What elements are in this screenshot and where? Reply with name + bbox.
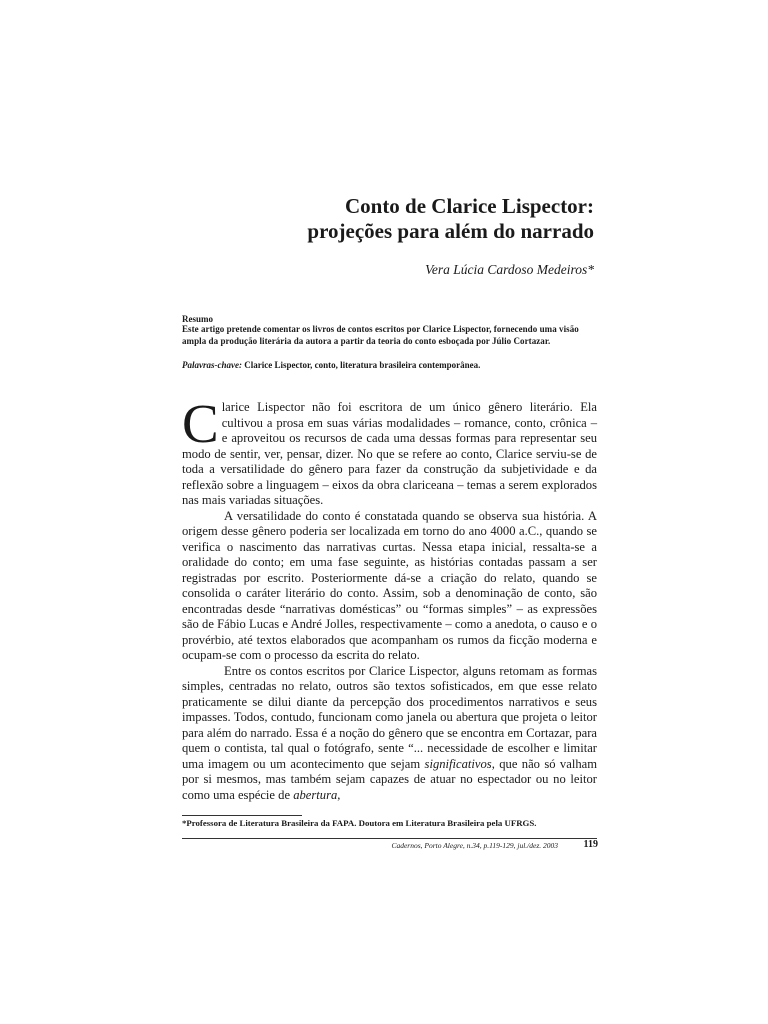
keywords-label: Palavras-chave: [182, 360, 242, 370]
paragraph-3-text-c: , [337, 787, 341, 802]
paragraph-3-text-b: , que não só valham por si mesmos, mas também sejam capazes de atuar no espectador ou no leitor como uma espécie de [182, 756, 597, 802]
footer-rule [182, 838, 597, 839]
drop-cap: C [182, 393, 219, 454]
article-title-line1: Conto de Clarice Lispector: [344, 194, 594, 218]
footnote-rule [182, 815, 302, 816]
paragraph-2: A versatilidade do conto é constatada quando se observa sua história. A origem desse gênero poderia ser localizada em torno do ano 4000 a.C., quando se verifica o nascimento das narrativas curtas. Nessa etapa inicial, ressalta-se a oralidade do conto; em uma fase seguinte, as histórias contadas passam a ser registradas por escrito. Posteriormente dá-se a criação do relato, quando se consolida o caráter literário do conto. Assim, sob a denominação de conto, são encontradas desde “narrativas domésticas” ou “formas simples” – as expressões são de Fábio Lucas e André Jolles, respectivamente – como a anedota, o causo e o provérbio, até textos elaborados que acompanham os rumos da ficção moderna e ocupam-se com o processo da escrita do relato. [182, 508, 597, 662]
keywords [182, 360, 596, 371]
abstract-heading: Resumo [182, 314, 213, 324]
paragraph-3-text-a: Entre os contos escritos por Clarice Lispector, alguns retomam as formas simples, centradas no relato, outros são textos sofisticados, em que esse relato praticamente se dilui diante da percepção dos procedimentos narrativos e seus impasses. Todos, contudo, funcionam como janela ou abertura que projeta o leitor para além do narrado. Essa é a noção do gênero que se encontra em Cortazar, para quem o contista, tal qual o fotógrafo, sente “... necessidade de escolher e limitar uma imagem ou um acontecimento que sejam [182, 663, 597, 771]
article-author: Vera Lúcia Cardoso Medeiros* [425, 262, 594, 277]
paragraph-1-text: larice Lispector não foi escritora de um único gênero literário. Ela cultivou a prosa em suas várias modalidades – romance, conto, crônica – e aproveitou os recursos de cada uma dessas formas para representar seu modo de sentir, ver, pensar, dizer. No que se refere ao conto, Clarice serviu-se de toda a versatilidade do gênero para fazer da construção da subjetividade e da reflexão sobre a linguagem – eixos da obra clariceana – temas a serem explorados nas mais variadas situações. [182, 400, 597, 507]
page-number: 119 [583, 839, 598, 850]
footnote: *Professora de Literatura Brasileira da FAPA. Doutora em Literatura Brasileira pela UFRGS. [182, 818, 537, 828]
article-body [182, 393, 597, 803]
keywords-list: Clarice Lispector, conto, literatura brasileira contemporânea. [241, 360, 481, 370]
article-title-line2: projeções para além do narrado [307, 219, 594, 243]
abstract-text: Este artigo pretende comentar os livros de contos escritos por Clarice Lispector, fornecendo uma visão ampla da produção literária da autora a partir da teoria do conto esboçada por Júlio Cortazar. [182, 324, 579, 346]
paragraph-1 [182, 393, 597, 509]
paragraph-3 [182, 664, 597, 804]
journal-citation: Cadernos, Porto Alegre, n.34, p.119-129, jul./dez. 2003 [391, 841, 558, 850]
paragraph-3-emphasis-1: significativos [424, 756, 492, 771]
paragraph-3-emphasis-2: abertura [293, 787, 338, 802]
